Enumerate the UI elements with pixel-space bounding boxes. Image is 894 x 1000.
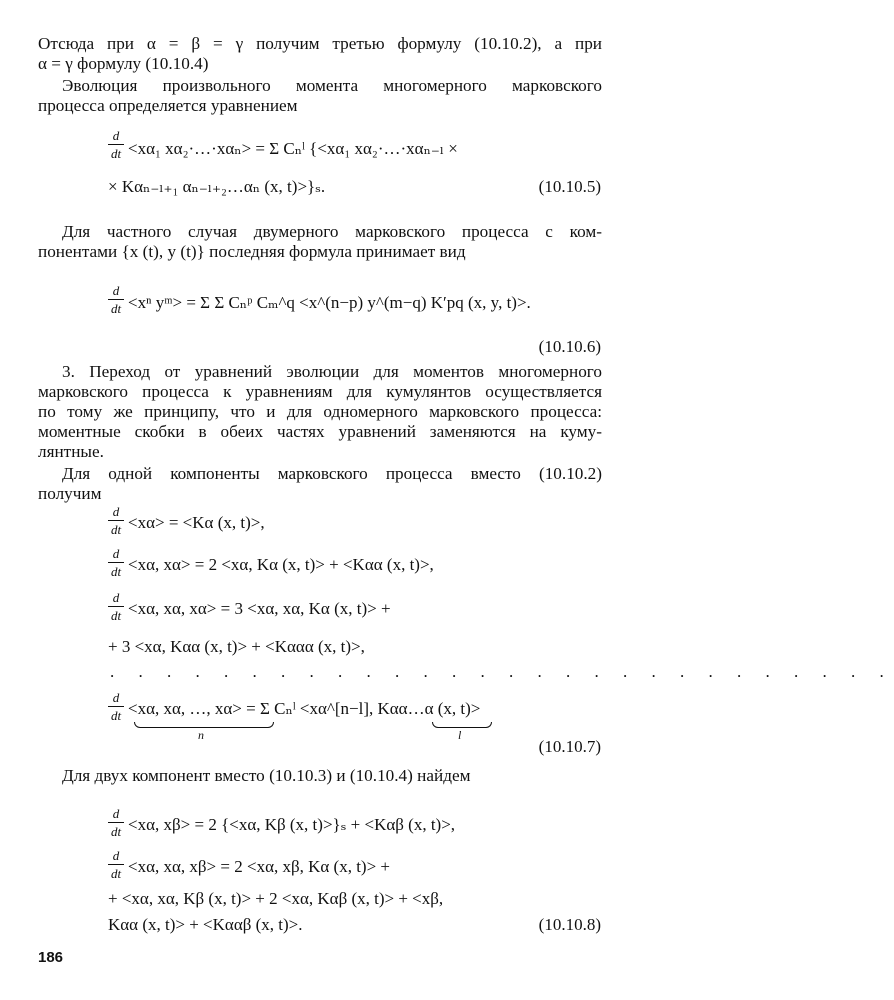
underbrace-label: l [458,728,462,742]
equation-number: (10.10.8) [538,915,601,934]
equation-line: + <xα, xα, Kβ (x, t)> + 2 <xα, Kαβ (x, t)> + <xβ, [108,889,444,908]
text-line: понентами {x (t), y (t)} последняя формула принимает вид [38,242,466,261]
derivative-fraction: d dt [108,690,124,723]
equation-line: + 3 <xα, Kαα (x, t)> + <Kααα (x, t)>, [108,637,365,656]
text-line: Для двух компонент вместо (10.10.3) и (10.10.4) найдем [62,766,471,785]
derivative-fraction: d dt [108,546,124,579]
equation-line: <xα, xα, xβ> = 2 <xα, xβ, Kα (x, t)> + [128,857,391,876]
equation-line: × Kαₙ₋ₗ₊₁ αₙ₋ₗ₊₂…αₙ (x, t)>}ₛ. [108,177,326,196]
text-line: марковского процесса к уравнениям для кумулянтов осуществляется [38,382,602,401]
derivative-fraction: d dt [108,128,124,161]
derivative-fraction: d dt [108,590,124,623]
text-line: процесса определяется уравнением [38,96,298,115]
derivative-fraction: d dt [108,806,124,839]
underbrace-label: n [198,728,204,742]
equation-line: <xα> = <Kα (x, t)>, [128,513,265,532]
equation-line: <xα, xβ> = 2 {<xα, Kβ (x, t)>}ₛ + <Kαβ (x, t)>, [128,815,456,834]
equation-number: (10.10.5) [538,177,601,196]
equation-line: Kαα (x, t)> + <Kααβ (x, t)>. [108,915,303,934]
derivative-fraction: d dt [108,848,124,881]
equation-line: <xα, xα> = 2 <xα, Kα (x, t)> + <Kαα (x, t)>, [128,555,434,574]
text-line: Для частного случая двумерного марковского процесса с ком- [62,222,602,241]
underbrace [134,722,274,728]
ellipsis-row: . . . . . . . . . . . . . . . . . . . . . . . . . . . . [110,662,894,681]
equation-number: (10.10.7) [538,737,601,756]
text-line: α = γ формулу (10.10.4) [38,54,209,73]
equation-line: <xα₁ xα₂·…·xαₙ> = Σ Cₙˡ {<xα₁ xα₂·…·xαₙ₋ₗ × [128,139,458,158]
underbrace [432,722,492,728]
text-line: Эволюция произвольного момента многомерного марковского [62,76,602,95]
text-line: 3. Переход от уравнений эволюции для моментов многомерного [62,362,602,381]
equation-line: <xα, xα, xα> = 3 <xα, xα, Kα (x, t)> + [128,599,391,618]
derivative-fraction: d dt [108,504,124,537]
text-line: Отсюда при α = β = γ получим третью формулу (10.10.2), а при [38,34,602,53]
text-line: лянтные. [38,442,104,461]
text-line: получим [38,484,102,503]
text-line: по тому же принципу, что и для одномерного марковского процесса: [38,402,602,421]
text-line: Для одной компоненты марковского процесса вместо (10.10.2) [62,464,602,483]
text-line: моментные скобки в обеих частях уравнений заменяются на куму- [38,422,602,441]
equation-line: <xⁿ yᵐ> = Σ Σ Cₙᵖ Cₘ^q <x^(n−p) y^(m−q) K′pq (x, y, t)>. [128,293,531,312]
equation-line: <xα, xα, …, xα> = Σ Cₙˡ <xα^[n−l], Kαα…α (x, t)> [128,699,481,718]
page-number: 186 [38,949,64,966]
equation-number: (10.10.6) [538,337,601,356]
derivative-fraction: d dt [108,283,124,316]
